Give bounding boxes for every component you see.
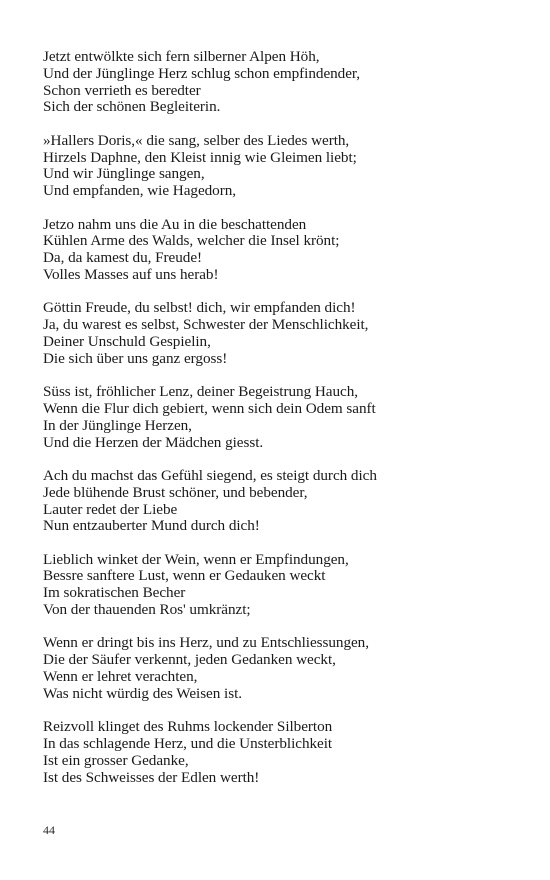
poem-line: Was nicht würdig des Weisen ist. bbox=[43, 684, 242, 702]
poem-line: Im sokratischen Becher bbox=[43, 584, 186, 602]
poem-line: Lauter redet der Liebe bbox=[43, 500, 178, 518]
poem-line: Reizvoll klinget des Ruhms lockender Silberton bbox=[43, 718, 333, 736]
poem-line: Hirzels Daphne, den Kleist innig wie Gleimen liebt; bbox=[43, 148, 357, 166]
poem-line: »Hallers Doris,« die sang, selber des Liedes werth, bbox=[43, 131, 350, 149]
poem-line: Bessre sanftere Lust, wenn er Gedauken weckt bbox=[43, 567, 326, 585]
poem-line: Lieblich winket der Wein, wenn er Empfindungen, bbox=[43, 550, 349, 568]
stanza-2 bbox=[43, 133, 543, 200]
poem-line: Die der Säufer verkennt, jeden Gedanken weckt, bbox=[43, 651, 336, 669]
poem-line: Von der thauenden Ros' umkränzt; bbox=[43, 601, 251, 619]
poem-line: Ist ein grosser Gedanke, bbox=[43, 751, 189, 769]
stanza-8 bbox=[43, 635, 543, 702]
poem-line: Süss ist, fröhlicher Lenz, deiner Begeistrung Hauch, bbox=[43, 383, 358, 401]
stanza-5 bbox=[43, 384, 543, 451]
poem-line: Nun entzauberter Mund durch dich! bbox=[43, 517, 260, 535]
poem-line: Ja, du warest es selbst, Schwester der Menschlichkeit, bbox=[43, 316, 369, 334]
poem-line: Sich der schönen Begleiterin. bbox=[43, 98, 221, 116]
poem-line: Und die Herzen der Mädchen giesst. bbox=[43, 433, 264, 451]
poem-line: Deiner Unschuld Gespielin, bbox=[43, 332, 211, 350]
stanza-7 bbox=[43, 552, 543, 619]
poem-line: In das schlagende Herz, und die Unsterblichkeit bbox=[43, 735, 333, 753]
stanza-1 bbox=[43, 49, 543, 116]
poem-line: Wenn er dringt bis ins Herz, und zu Entschliessungen, bbox=[43, 634, 369, 652]
poem-line: Die sich über uns ganz ergoss! bbox=[43, 349, 228, 367]
stanza-6 bbox=[43, 468, 543, 535]
stanza-3 bbox=[43, 217, 543, 284]
poem-line: Schon verrieth es beredter bbox=[43, 81, 201, 99]
poem-line: Jetzt entwölkte sich fern silberner Alpen Höh, bbox=[43, 48, 320, 65]
poem-line: Und empfanden, wie Hagedorn, bbox=[43, 182, 237, 200]
poem-line: Göttin Freude, du selbst! dich, wir empfanden dich! bbox=[43, 299, 356, 317]
poem-line: Wenn er lehret verachten, bbox=[43, 668, 198, 686]
poem-line: Ist des Schweisses der Edlen werth! bbox=[43, 768, 260, 786]
poem-line: Volles Masses auf uns herab! bbox=[43, 265, 219, 283]
poem-line: Jetzo nahm uns die Au in die beschattenden bbox=[43, 215, 307, 233]
poem-line: Jede blühende Brust schöner, und bebender, bbox=[43, 483, 308, 501]
poem-line: Kühlen Arme des Walds, welcher die Insel krönt; bbox=[43, 232, 340, 250]
page-number: 44 bbox=[43, 823, 55, 837]
poem-page bbox=[43, 49, 543, 803]
stanza-9 bbox=[43, 719, 543, 786]
stanza-4 bbox=[43, 300, 543, 367]
poem-line: Ach du machst das Gefühl siegend, es steigt durch dich bbox=[43, 466, 377, 484]
poem-line: Und wir Jünglinge sangen, bbox=[43, 165, 205, 183]
poem-line: Wenn die Flur dich gebiert, wenn sich dein Odem sanft bbox=[43, 399, 376, 417]
poem-line: In der Jünglinge Herzen, bbox=[43, 416, 192, 434]
poem-line: Da, da kamest du, Freude! bbox=[43, 249, 203, 267]
poem-line: Und der Jünglinge Herz schlug schon empfindender, bbox=[43, 64, 361, 82]
